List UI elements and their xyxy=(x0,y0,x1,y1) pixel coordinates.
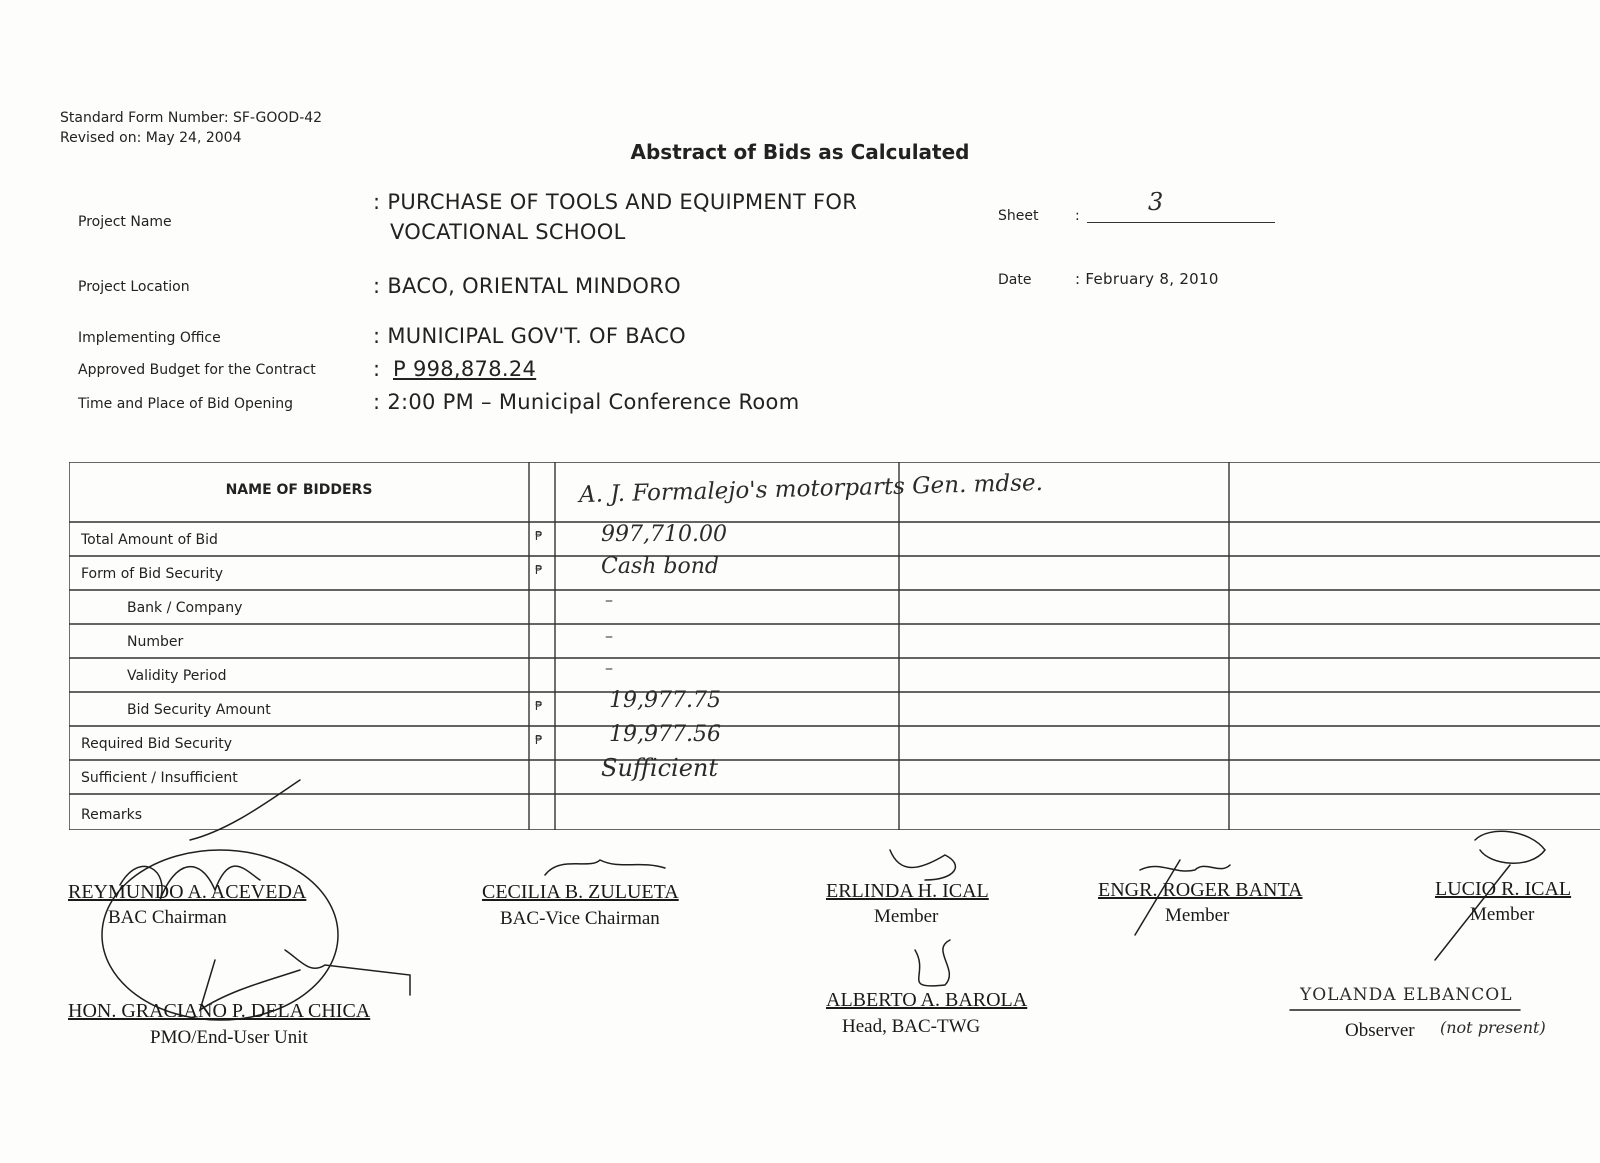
member-3-role: Member xyxy=(1470,904,1535,925)
twg-head-name: ALBERTO A. BAROLA xyxy=(826,989,1028,1011)
bidders-header: NAME OF BIDDERS xyxy=(225,482,373,498)
sheet-value: 3 xyxy=(1148,188,1164,216)
twg-head-signature xyxy=(915,940,950,986)
pmo-name: HON. GRACIANO P. DELA CHICA xyxy=(68,1000,371,1022)
project-name-label: Project Name xyxy=(78,214,172,230)
member1-signature xyxy=(890,850,955,880)
implementing-office-label: Implementing Office xyxy=(78,330,221,346)
row-label-sufficiency: Sufficient / Insufficient xyxy=(81,770,238,786)
abc-label: Approved Budget for the Contract xyxy=(78,362,316,378)
row-label-validity: Validity Period xyxy=(127,668,227,684)
member-1-role: Member xyxy=(874,906,939,927)
member-3-name: LUCIO R. ICAL xyxy=(1435,878,1572,900)
date-value: : February 8, 2010 xyxy=(1075,270,1219,288)
date-label: Date xyxy=(998,272,1032,288)
peso-sign-required: ₱ xyxy=(535,733,543,747)
observer-note: (not present) xyxy=(1440,1018,1546,1037)
implementing-office-value: : MUNICIPAL GOV'T. OF BACO xyxy=(373,324,686,348)
peso-sign-security-amount: ₱ xyxy=(535,699,543,713)
bidder-1-required-security: 19,977.56 xyxy=(609,722,721,747)
form-number: Standard Form Number: SF-GOOD-42 xyxy=(60,110,323,126)
vice-chairman-role: BAC-Vice Chairman xyxy=(500,908,660,929)
row-label-bank: Bank / Company xyxy=(127,600,243,616)
bidder-1-number: – xyxy=(605,626,613,645)
row-label-form-of-security: Form of Bid Security xyxy=(81,566,223,582)
peso-sign-total: ₱ xyxy=(535,529,543,543)
project-name-value-line1: : PURCHASE OF TOOLS AND EQUIPMENT FOR xyxy=(373,190,858,214)
row-label-required-security: Required Bid Security xyxy=(81,736,233,752)
member-2-role: Member xyxy=(1165,905,1230,926)
document-title: Abstract of Bids as Calculated xyxy=(630,140,970,164)
observer-role: Observer xyxy=(1345,1020,1415,1041)
bidder-1-total-amount: 997,710.00 xyxy=(601,522,727,547)
vice-chairman-name: CECILIA B. ZULUETA xyxy=(482,881,679,903)
form-revised-date: Revised on: May 24, 2004 xyxy=(60,130,242,146)
abc-colon: : xyxy=(373,357,381,381)
project-location-label: Project Location xyxy=(78,279,190,295)
abc-value: P 998,878.24 xyxy=(393,357,537,381)
pmo-role: PMO/End-User Unit xyxy=(150,1027,308,1048)
row-label-total-amount: Total Amount of Bid xyxy=(81,532,218,548)
chairman-role: BAC Chairman xyxy=(108,907,227,928)
sheet-colon: : xyxy=(1075,208,1080,224)
member-1-name: ERLINDA H. ICAL xyxy=(826,880,989,902)
bidder-1-sufficiency: Sufficient xyxy=(601,754,718,782)
bidder-1-form-of-security: Cash bond xyxy=(601,554,719,579)
sheet-label: Sheet xyxy=(998,208,1039,224)
row-label-security-amount: Bid Security Amount xyxy=(127,702,271,718)
member3-signature xyxy=(1475,831,1545,863)
twg-head-role: Head, BAC-TWG xyxy=(842,1016,981,1037)
bidder-1-name: A. J. Formalejo's motorparts Gen. mdse. xyxy=(578,469,1044,509)
bidder-1-security-amount: 19,977.75 xyxy=(609,688,721,713)
project-name-value-line2: VOCATIONAL SCHOOL xyxy=(390,220,626,244)
bidder-1-bank: – xyxy=(605,590,613,609)
pmo-signature-tail xyxy=(285,950,410,995)
member2-signature xyxy=(1140,865,1230,871)
chairman-signature-stroke xyxy=(190,780,300,840)
member-2-name: ENGR. ROGER BANTA xyxy=(1098,879,1303,901)
project-location-value: : BACO, ORIENTAL MINDORO xyxy=(373,274,681,298)
peso-sign-form: ₱ xyxy=(535,563,543,577)
row-label-remarks: Remarks xyxy=(81,807,143,823)
chairman-seal-circle xyxy=(102,850,338,1020)
chairman-name: REYMUNDO A. ACEVEDA xyxy=(68,881,307,903)
bid-opening-label: Time and Place of Bid Opening xyxy=(78,396,293,412)
vice-chairman-signature xyxy=(545,860,665,875)
bid-opening-value: : 2:00 PM – Municipal Conference Room xyxy=(373,390,800,414)
observer-name: YOLANDA ELBANCOL xyxy=(1300,985,1513,1005)
bidder-1-validity: – xyxy=(605,658,613,677)
row-label-number: Number xyxy=(127,634,184,650)
